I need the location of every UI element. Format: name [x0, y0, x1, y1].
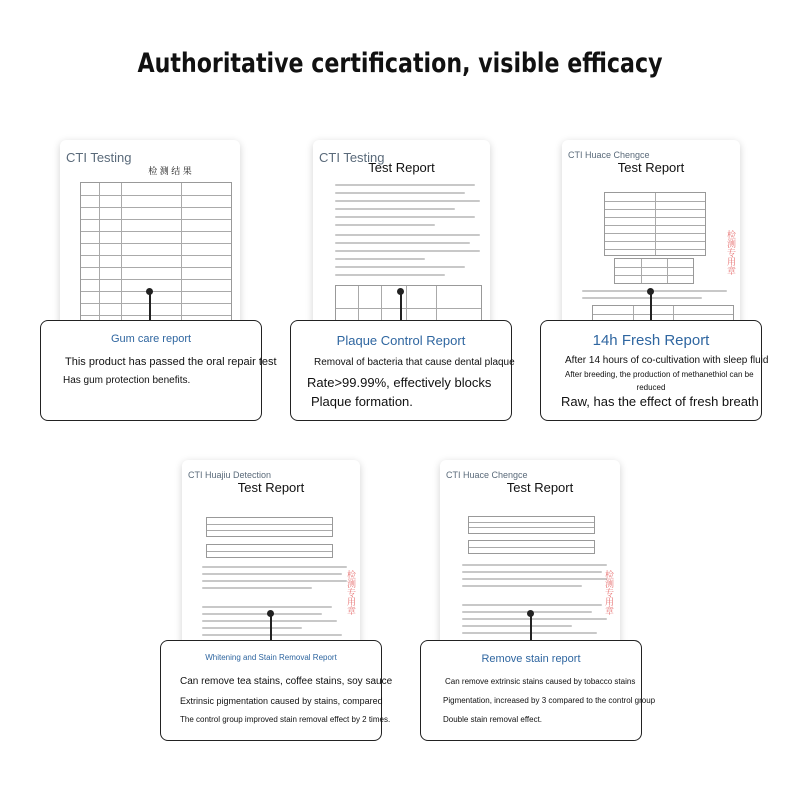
document-heading: Test Report [617, 160, 685, 175]
result-table [468, 516, 595, 534]
callout-line: Rate>99.99%, effectively blocks [307, 375, 492, 390]
callout-title: Remove stain report [481, 653, 581, 665]
pin-line [400, 292, 402, 322]
summary-table [614, 258, 694, 284]
callout-title: 14h Fresh Report [592, 332, 710, 349]
stain-removal-callout [420, 640, 656, 741]
red-stamp: 检测专用章 [604, 570, 614, 615]
document-brand: CTI Testing [319, 150, 385, 165]
gum-care-callout [40, 320, 277, 421]
page-title: Authoritative certification, visible efficacy [137, 48, 663, 79]
pin-dot [146, 288, 153, 295]
callout-line: After 14 hours of co-cultivation with sleep fluid [565, 355, 769, 366]
document-brand: CTI Huace Chengce [568, 150, 650, 160]
callout-line: Has gum protection benefits. [63, 375, 191, 386]
result-table [206, 517, 333, 537]
result-table [604, 192, 706, 256]
callout-line: Pigmentation, increased by 3 compared to the control group [443, 696, 656, 705]
callout-line: Can remove extrinsic stains caused by tobacco stains [445, 677, 636, 686]
pin-line [270, 614, 272, 642]
document-brand: CTI Testing [66, 150, 132, 165]
result-table-2 [206, 544, 333, 558]
fresh-breath-callout [540, 320, 769, 421]
pin-line [650, 292, 652, 322]
pin-dot [397, 288, 404, 295]
document-heading: Test Report [368, 160, 435, 175]
document-heading: Test Report [506, 480, 574, 495]
callout-line: Extrinsic pigmentation caused by stains, compared [180, 696, 383, 706]
callout-line: Plaque formation. [311, 394, 413, 409]
document-brand: CTI Huace Chengce [446, 470, 528, 480]
document-heading: 检 测 结 果 [148, 166, 192, 176]
callout-line: Raw, has the effect of fresh breath [561, 394, 759, 409]
callout-line: After breeding, the production of methanethiol can be [565, 370, 754, 379]
pin-dot [527, 610, 534, 617]
callout-line: This product has passed the oral repair test [65, 356, 277, 368]
callout-line: Removal of bacteria that cause dental plaque [314, 357, 515, 368]
pin-dot [647, 288, 654, 295]
red-stamp: 检测专用章 [346, 570, 356, 615]
callout-title: Whitening and Stain Removal Report [205, 653, 337, 662]
pin-line [149, 292, 151, 322]
document-brand: CTI Huajiu Detection [188, 470, 272, 480]
pin-dot [267, 610, 274, 617]
callout-title: Plaque Control Report [336, 333, 466, 348]
result-table-2 [468, 540, 595, 554]
result-table [80, 182, 232, 329]
pin-line [530, 614, 532, 642]
whitening-callout [160, 640, 393, 741]
red-stamp: 检测专用章 [726, 230, 736, 275]
callout-title: Gum care report [110, 333, 192, 345]
document-heading: Test Report [237, 480, 305, 495]
callout-line: The control group improved stain removal effect by 2 times. [180, 715, 391, 724]
callout-line: Double stain removal effect. [443, 715, 543, 724]
plaque-control-callout [290, 320, 515, 421]
callout-line: reduced [636, 383, 666, 392]
callout-line: Can remove tea stains, coffee stains, soy sauce [180, 676, 393, 687]
